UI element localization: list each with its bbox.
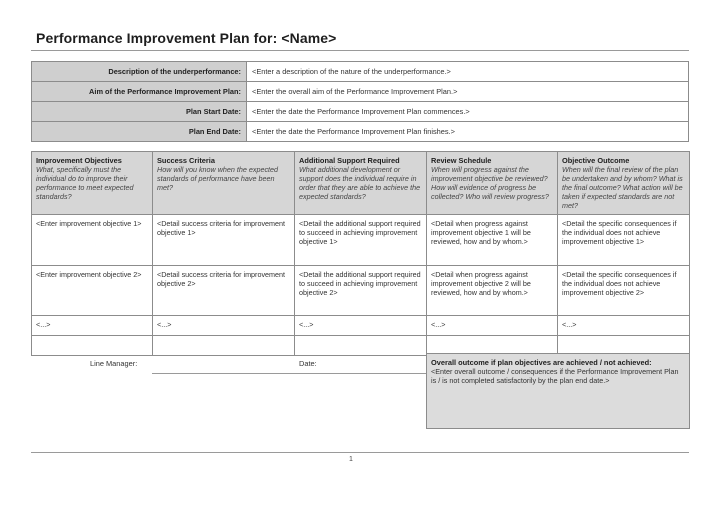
table-cell[interactable]: <Detail the specific consequences if the individual does not achieve improvement objective 2> <box>558 266 690 316</box>
overall-outcome-title: Overall outcome if plan objectives are achieved / not achieved: <box>431 358 652 367</box>
column-title: Additional Support Required <box>299 156 400 165</box>
table-cell[interactable]: <...> <box>295 316 427 336</box>
table-cell[interactable]: <...> <box>153 316 295 336</box>
table-cell[interactable]: <Detail the additional support required to succeed in achieving improvement objective 2> <box>295 266 427 316</box>
objectives-table <box>31 151 690 356</box>
overall-outcome-text[interactable]: <Enter overall outcome / consequences if the Performance Improvement Plan is / is not completed satisfactorily by the plan end date.> <box>431 367 679 385</box>
table-cell[interactable]: <Detail success criteria for improvement objective 1> <box>153 215 295 266</box>
table-cell[interactable] <box>295 336 427 356</box>
summary-row-end-date <box>32 122 689 142</box>
table-cell[interactable]: <Detail the additional support required to succeed in achieving improvement objective 1> <box>295 215 427 266</box>
column-title: Success Criteria <box>157 156 215 165</box>
signature-line[interactable] <box>152 373 426 374</box>
column-header-objective-outcome <box>558 152 690 215</box>
table-row <box>32 266 690 316</box>
date-label: Date: <box>299 359 317 368</box>
plan-summary-table <box>31 61 689 142</box>
column-subtitle: What additional development or support does the individual require in order that they are able to achieve the expected standards? <box>299 165 421 201</box>
column-title: Review Schedule <box>431 156 492 165</box>
table-cell[interactable] <box>153 336 295 356</box>
column-header-success-criteria <box>153 152 295 215</box>
table-cell[interactable]: <Detail when progress against improvement objective 2 will be reviewed, how and by whom.> <box>427 266 558 316</box>
column-header-additional-support <box>295 152 427 215</box>
column-subtitle: When will progress against the improvement objective be reviewed? How will evidence of progress be collected? Who will review progress? <box>431 165 549 201</box>
title-divider <box>31 50 689 51</box>
column-subtitle: What, specifically must the individual do to improve their performance to meet expected standards? <box>36 165 134 201</box>
page-title: Performance Improvement Plan for: <Name> <box>36 30 337 46</box>
table-header-row <box>32 152 690 215</box>
column-subtitle: How will you know when the expected standards of performance have been met? <box>157 165 279 192</box>
summary-value-field[interactable]: <Enter a description of the nature of the underperformance.> <box>247 62 689 82</box>
table-cell[interactable]: <Enter improvement objective 2> <box>32 266 153 316</box>
table-cell[interactable]: <Detail success criteria for improvement objective 2> <box>153 266 295 316</box>
table-cell[interactable]: <Detail when progress against improvement objective 1 will be reviewed, how and by whom.> <box>427 215 558 266</box>
summary-row-description <box>32 62 689 82</box>
summary-label: Plan End Date: <box>32 122 247 142</box>
table-cell[interactable]: <Detail the specific consequences if the individual does not achieve improvement objective 1> <box>558 215 690 266</box>
column-title: Objective Outcome <box>562 156 630 165</box>
table-row <box>32 316 690 336</box>
summary-value-field[interactable]: <Enter the date the Performance Improvement Plan finishes.> <box>247 122 689 142</box>
table-cell[interactable] <box>32 336 153 356</box>
column-header-improvement-objectives <box>32 152 153 215</box>
column-subtitle: When will the final review of the plan be undertaken and by whom? What is the final outcome? What action will be taken if expected standards are not met? <box>562 165 683 210</box>
table-cell[interactable]: <...> <box>427 316 558 336</box>
summary-label: Plan Start Date: <box>32 102 247 122</box>
summary-value-field[interactable]: <Enter the date the Performance Improvement Plan commences.> <box>247 102 689 122</box>
column-title: Improvement Objectives <box>36 156 122 165</box>
table-cell[interactable]: <...> <box>558 316 690 336</box>
summary-value-field[interactable]: <Enter the overall aim of the Performance Improvement Plan.> <box>247 82 689 102</box>
table-cell[interactable]: <Enter improvement objective 1> <box>32 215 153 266</box>
overall-outcome-box[interactable] <box>426 353 690 429</box>
column-header-review-schedule <box>427 152 558 215</box>
summary-row-start-date <box>32 102 689 122</box>
summary-row-aim <box>32 82 689 102</box>
line-manager-label: Line Manager: <box>90 359 138 368</box>
summary-label: Description of the underperformance: <box>32 62 247 82</box>
footer-divider <box>31 452 689 453</box>
table-cell[interactable]: <...> <box>32 316 153 336</box>
page-number: 1 <box>349 456 353 463</box>
summary-label: Aim of the Performance Improvement Plan: <box>32 82 247 102</box>
table-row <box>32 215 690 266</box>
